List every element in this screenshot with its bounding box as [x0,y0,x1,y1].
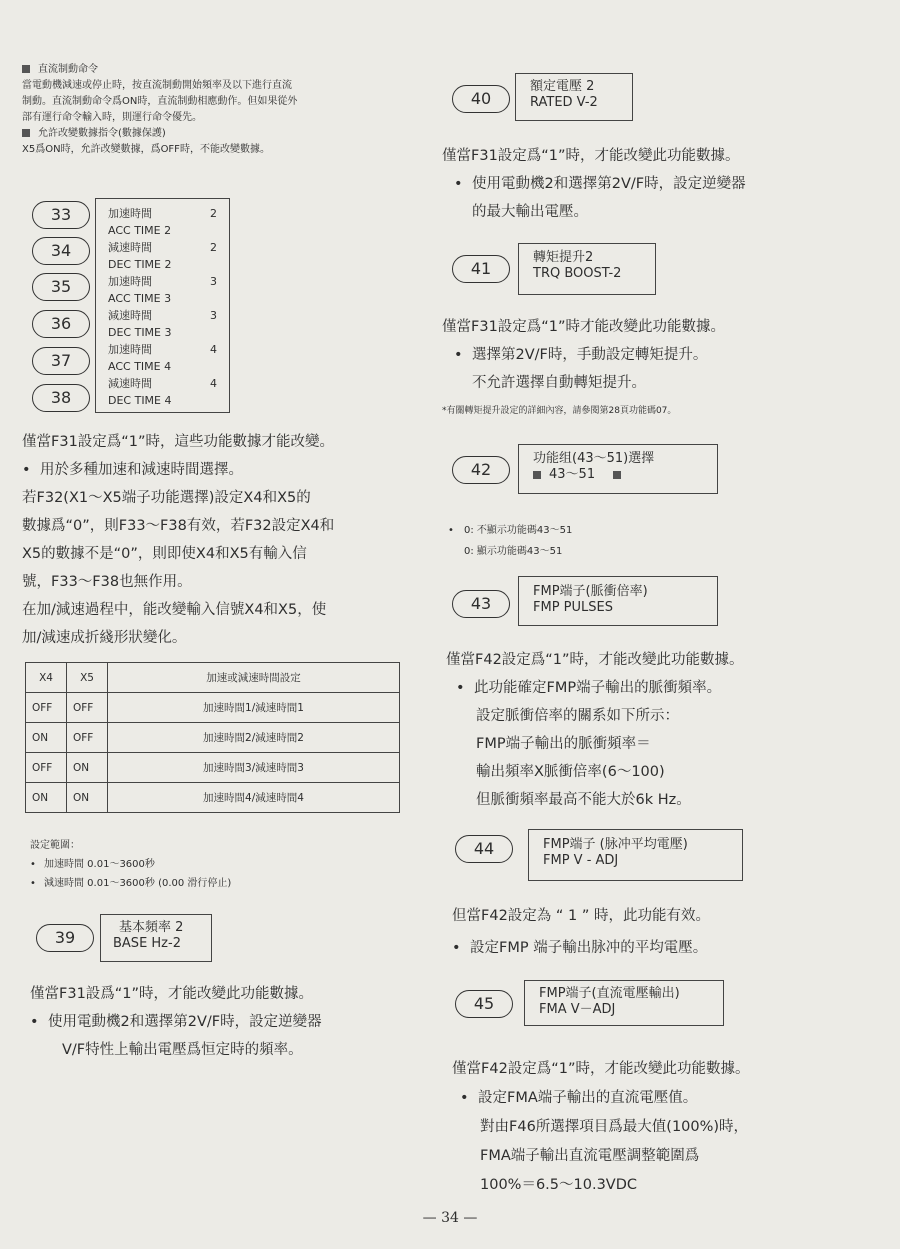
f39-description [30,980,420,1064]
square-icon [613,471,621,479]
paragraph-line: X5的數據不是“0”，則即使X4和X5有輸入信 [22,546,307,562]
accdec-zh: 減速時間 3 [108,309,217,322]
f42-box: 功能组(43～51)選擇 43～51 [518,444,718,494]
f39-zh: 基本頻率 2 [119,920,184,935]
paragraph-line: V/F特性上輸出電壓爲恒定時的頻率。 [62,1042,303,1058]
accdec-en: DEC TIME 3 [108,326,172,339]
table-row: OFF OFF 加速時間1/減速時間1 [26,693,400,723]
f45-box: FMP端子(直流電壓輸出) FMA V－ADJ [524,980,724,1026]
code-pill-45: 45 [455,990,513,1018]
f39-en: BASE Hz-2 [113,936,181,951]
dot-bullet-icon: • [30,1014,39,1030]
bullet-paragraph: • 用於多種加速和減速時間選擇。 [22,456,417,484]
dot-bullet-icon: • [454,347,463,363]
code-pill-39: 39 [36,924,94,952]
f45-description: 僅當F42設定爲“1”時，才能改變此功能數據。 • 設定FMA端子輸出的直流電壓值。 對由F46所選擇項目爲最大值(100%)時， FMA端子輸出直流電壓調整範圍爲 100%＝6.5～10.3VDC [452,1061,750,1193]
table-row: ON OFF 加速時間2/減速時間2 [26,723,400,753]
paragraph-line: 數據爲“0”，則F33～F38有效，若F32設定X4和 [22,518,335,534]
accdec-zh: 減速時間 2 [108,241,217,254]
accdec-en: ACC TIME 2 [108,224,172,237]
f40-description: 僅當F31設定爲“1”時，才能改變此功能數據。 • 使用電動機2和選擇第2V/F時，設定逆變器 的最大輸出電壓。 [442,148,746,220]
code-pill-38: 38 [32,384,90,412]
table-row: OFF ON 加速時間3/減速時間3 [26,753,400,783]
f40-box: 額定電壓 2 RATED V-2 [515,73,633,121]
f42-options: • 0: 不顯示功能碼43～51 0: 顯示功能碼43～51 [448,520,572,562]
write-enable-title: 允許改變數據指令(數據保護) [22,126,417,142]
paragraph-line: 若F32(X1～X5端子功能選擇)設定X4和X5的 [22,490,311,506]
dot-bullet-icon: • [454,176,463,192]
dot-bullet-icon: • [448,525,454,536]
f44-description: 但當F42設定為 “ 1 ” 時，此功能有效。 • 設定FMP 端子輸出脉冲的平均電壓。 [452,900,882,964]
bullet-paragraph: • 使用電動機2和選擇第2V/F時，設定逆變器 [30,1008,420,1036]
accdec-en: ACC TIME 3 [108,292,172,305]
range-dec: • 減速時間 0.01～3600秒 (0.00 滑行停止) [30,878,232,889]
accdec-selection-table [25,662,400,813]
accdec-en: ACC TIME 4 [108,360,172,373]
range-acc: • 加速時間 0.01～3600秒 [30,859,155,870]
paragraph-line: 在加/減速過程中，能改變輸入信號X4和X5，使 [22,602,327,618]
accdec-zh: 加速時間 2 [108,207,217,220]
f44-box: FMP端子 (脉冲平均電壓) FMP V - ADJ [528,829,743,881]
accdec-zh: 加速時間 4 [108,343,217,356]
code-pill-33: 33 [32,201,90,229]
dc-brake-title: 直流制動命令 [22,62,417,78]
square-icon [533,471,541,479]
f43-box: FMP端子(脈衝倍率) FMP PULSES [518,576,718,626]
range-title: 設定範圍： [30,840,80,851]
paragraph-line: 加/減速成折綫形狀變化。 [22,630,187,646]
dc-brake-line: 當電動機減速或停止時，按直流制動開始頻率及以下進行直流 [22,80,292,91]
acc-dec-time-box [95,198,230,413]
dc-brake-line: 制動。直流制動命令爲ON時，直流制動相應動作。但如果從外 [22,96,298,107]
code-pill-42: 42 [452,456,510,484]
code-pill-40: 40 [452,85,510,113]
page-number: — 34 — [422,1210,478,1226]
paragraph: 僅當F31設定爲“1”時，這些功能數據才能改變。 [22,434,335,450]
code-pill-43: 43 [452,590,510,618]
f41-description: 僅當F31設定爲“1”時才能改變此功能數據。 • 選擇第2V/F時，手動設定轉矩提升。 不允許選擇自動轉矩提升。 [442,319,726,391]
code-pill-35: 35 [32,273,90,301]
accdec-zh: 加速時間 3 [108,275,217,288]
paragraph-line: 號，F33～F38也無作用。 [22,574,192,590]
dc-brake-section [22,62,417,158]
f43-description: 僅當F42設定爲“1”時，才能改變此功能數據。 • 此功能確定FMP端子輸出的脈衝頻率。 設定脈衝倍率的關系如下所示： FMP端子輸出的脈衝頻率＝ 輸出頻率X脈衝倍率(6～100) 但脈衝頻率最高不能大於6k Hz。 [446,652,744,808]
paragraph: 僅當F31設爲“1”時，才能改變此功能數據。 [30,986,314,1002]
dot-bullet-icon: • [452,940,461,956]
dot-bullet-icon: • [22,462,31,478]
code-pill-37: 37 [32,347,90,375]
dc-brake-line: 部有運行命令輸入時，則運行命令優先。 [22,112,202,123]
f39-box [100,914,212,962]
accdec-zh: 減速時間 4 [108,377,217,390]
code-pill-41: 41 [452,255,510,283]
accdec-en: DEC TIME 4 [108,394,172,407]
table-header-row: X4 X5 加速或減速時間設定 [26,663,400,693]
f41-note: *有關轉矩提升設定的詳細內容，請參閱第28頁功能碼07。 [442,406,677,416]
setting-range [30,836,231,893]
square-bullet-icon [22,65,30,73]
code-pill-36: 36 [32,310,90,338]
accdec-description [22,428,417,652]
table-row: ON ON 加速時間4/減速時間4 [26,783,400,813]
write-enable-text: X5爲ON時，允許改變數據，爲OFF時，不能改變數據。 [22,144,270,155]
accdec-en: DEC TIME 2 [108,258,172,271]
code-pill-34: 34 [32,237,90,265]
code-pill-44: 44 [455,835,513,863]
dot-bullet-icon: • [456,680,465,696]
square-bullet-icon [22,129,30,137]
f41-box: 轉矩提升2 TRQ BOOST-2 [518,243,656,295]
dot-bullet-icon: • [460,1090,469,1106]
